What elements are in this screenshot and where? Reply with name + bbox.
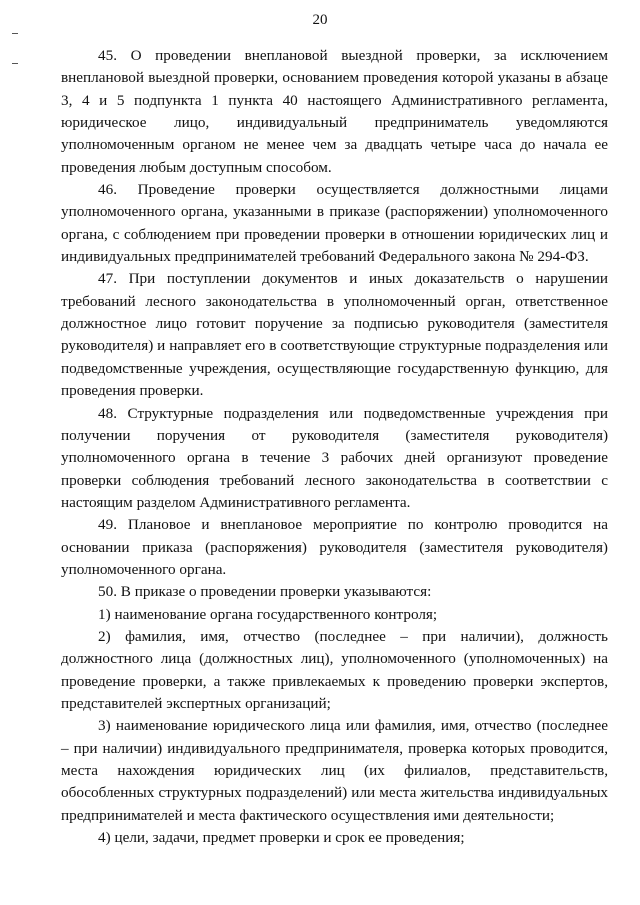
paragraph-50: 50. В приказе о проведении проверки указываются: <box>98 583 432 601</box>
list-item-3: 3) наименование юридического лица или фамилия, имя, отчество (последнее – при наличии) индивидуального предпринимателя, проверка которых проводится, места нахождения юридических лиц (их филиалов, представительств, обособленных структурных подразделений) или места жительства индивидуальных предпринимателей и места фактического осуществления ими деятельности; <box>61 717 608 824</box>
paragraph-46: 46. Проведение проверки осуществляется должностными лицами уполномоченного органа, указанными в приказе (распоряжении) уполномоченного органа, с соблюдением при проведении проверки в отношении юридических лиц и индивидуальных предпринимателей требований Федерального закона № 294-ФЗ. <box>61 181 608 266</box>
list-item-4: 4) цели, задачи, предмет проверки и срок ее проведения; <box>98 829 465 847</box>
paragraph-47: 47. При поступлении документов и иных доказательств о нарушении требований лесного законодательства в уполномоченный орган, ответственное должностное лицо готовит поручение за подписью руководителя (заместителя руководителя) и направляет его в соответствующие структурные подразделения или подведомственные учреждения, осуществляющие государственную функцию, для проведения проверки. <box>61 270 608 400</box>
page-number: 20 <box>312 12 328 28</box>
scan-mark <box>12 33 18 34</box>
paragraph-45: 45. О проведении внеплановой выездной проверки, за исключением внеплановой выездной проверки, основанием проведения которой указаны в абзаце 3, 4 и 5 подпункта 1 пункта 40 настоящего Административного регламента, юридическое лицо, индивидуальный предприниматель уведомляются уполномоченным органом не менее чем за двадцать четыре часа до начала ее проведения любым доступным способом. <box>61 47 608 176</box>
list-item-1: 1) наименование органа государственного контроля; <box>98 605 438 623</box>
document-body <box>61 45 608 849</box>
paragraph-48: 48. Структурные подразделения или подведомственные учреждения при получении поручения от руководителя (заместителя руководителя) уполномоченного органа в течение 3 рабочих дней организуют проведение проверки соблюдения требований лесного законодательства в соответствии с настоящим разделом Административного регламента. <box>61 404 608 511</box>
paragraph-49: 49. Плановое и внеплановое мероприятие по контролю проводится на основании приказа (распоряжения) руководителя (заместителя руководителя) уполномоченного органа. <box>61 516 608 578</box>
list-item-2: 2) фамилия, имя, отчество (последнее – при наличии), должность должностного лица (должностных лиц), уполномоченного (уполномоченных) на проведение проверки, а также привлекаемых к проведению проверки экспертов, представителей экспертных организаций; <box>61 627 608 712</box>
scan-mark <box>12 63 18 64</box>
